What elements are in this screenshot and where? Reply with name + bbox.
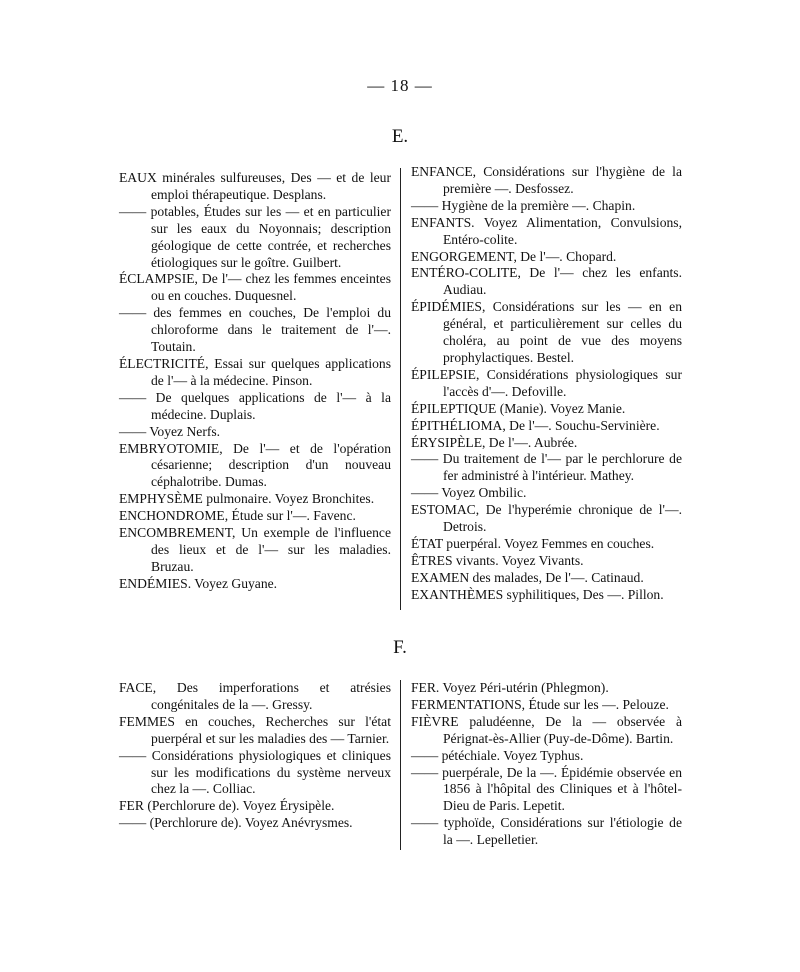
section-heading-f: F. [393,637,407,658]
entry: EXAMEN des malades, De l'—. Catinaud. [411,569,644,585]
entry: FER (Perchlorure de). Voyez Érysipèle. [119,798,335,814]
entry: FACE, Des imperforations et atrésies congénitales de la —. Gressy. [119,680,391,712]
entry: EXANTHÈMES syphilitiques, Des —. Pillon. [411,586,664,602]
entry: FEMMES en couches, Recherches sur l'état puerpéral et sur les maladies des — Tarnier. [119,713,391,746]
entry: —— Hygiène de la première —. Chapin. [411,197,636,213]
column-f-right [411,680,682,849]
entry: ENDÉMIES. Voyez Guyane. [119,575,278,591]
column-e-left [119,170,391,593]
column-e-right [411,164,682,604]
entry: ÉPITHÉLIOMA, De l'—. Souchu-Servinière. [411,417,660,433]
entry: ÉPIDÉMIES, Considérations sur les — en en général, et particulièrement sur celles du choléra, au point de vue des moyens prophylactiques. Bestel. [411,299,682,365]
entry: —— De quelques applications de l'— à la médecine. Duplais. [119,389,391,422]
entry: ÉRYSIPÈLE, De l'—. Aubrée. [411,434,578,450]
entry: ESTOMAC, De l'hyperémie chronique de l'—. Detrois. [411,502,682,535]
column-divider-e [400,168,401,610]
entry: ÉPILEPTIQUE (Manie). Voyez Manie. [411,400,626,416]
entry: —— des femmes en couches, De l'emploi du chloroforme dans le traitement de l'—. Toutain. [119,305,391,355]
entry: ENFANCE, Considérations sur l'hygiène de la première —. Desfossez. [411,164,682,196]
entry: —— Du traitement de l'— par le perchlorure de fer administré à l'intérieur. Mathey. [411,451,682,484]
entry: ENCOMBREMENT, Un exemple de l'influence des lieux et de l'— sur les maladies. Bruzau. [119,525,391,574]
entry: —— Voyez Ombilic. [411,485,527,501]
entry: ENGORGEMENT, De l'—. Chopard. [411,248,617,264]
entry: —— typhoïde, Considérations sur l'étiologie de la —. Lepelletier. [411,815,682,848]
entry: ÉPILEPSIE, Considérations physiologiques sur l'accès d'—. Defoville. [411,366,682,399]
entry: ÉTAT puerpéral. Voyez Femmes en couches. [411,535,655,551]
entry: —— (Perchlorure de). Voyez Anévrysmes. [119,815,353,831]
entry: —— pétéchiale. Voyez Typhus. [411,747,584,763]
entry: EMBRYOTOMIE, De l'— et de l'opération césarienne; description d'un nouveau céphalotribe. Dumas. [119,440,391,490]
entry: ENTÉRO-COLITE, De l'— chez les enfants. Audiau. [411,265,682,298]
column-f-left [119,680,391,832]
entry: ENCHONDROME, Étude sur l'—. Favenc. [119,508,356,524]
entry: EAUX minérales sulfureuses, Des — et de leur emploi thérapeutique. Desplans. [119,170,391,202]
entry: ÊTRES vivants. Voyez Vivants. [411,552,584,568]
entry: —— puerpérale, De la —. Épidémie observée en 1856 à l'hôpital des Cliniques et à l'hôtel-Dieu de Paris. Lepetit. [411,764,682,814]
page-number: — 18 — [367,76,433,95]
entry: FER. Voyez Péri-utérin (Phlegmon). [411,680,609,695]
entry: FERMENTATIONS, Étude sur les —. Pelouze. [411,696,669,712]
entry: EMPHYSÈME pulmonaire. Voyez Bronchites. [119,491,375,507]
entry: ENFANTS. Voyez Alimentation, Convulsions, Entéro-colite. [411,214,682,247]
column-divider-f [400,680,401,850]
section-heading-e: E. [391,126,409,147]
entry: ÉCLAMPSIE, De l'— chez les femmes enceintes ou en couches. Duquesnel. [119,271,391,304]
entry: FIÈVRE paludéenne, De la — observée à Pérignat-ès-Allier (Puy-de-Dôme). Bartin. [411,713,682,746]
entry: —— Considérations physiologiques et cliniques sur les modifications du système nerveux chez la —. Colliac. [119,747,391,797]
entry: ÉLECTRICITÉ, Essai sur quelques applications de l'— à la médecine. Pinson. [119,355,391,388]
entry: —— Voyez Nerfs. [119,423,221,439]
entry: —— potables, Études sur les — et en particulier sur les eaux du Noyonnais; description géologique de cette contrée, et recherches étiologiques sur le goître. Guilbert. [119,203,391,270]
